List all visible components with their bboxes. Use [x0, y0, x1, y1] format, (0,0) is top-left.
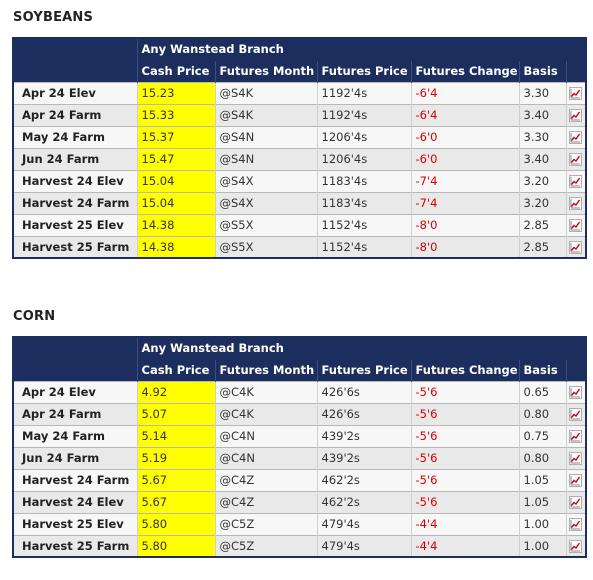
- chart-icon[interactable]: [569, 175, 582, 188]
- chart-icon[interactable]: [569, 153, 582, 166]
- chart-icon[interactable]: [569, 408, 582, 421]
- basis-cell: 0.80: [519, 403, 566, 425]
- futures-price-cell: 439'2s: [317, 447, 411, 469]
- location-cell: Harvest 25 Elev: [13, 214, 137, 236]
- futures-month-cell: @S4N: [215, 126, 317, 148]
- chart-cell: [566, 236, 586, 258]
- chart-cell: [566, 447, 586, 469]
- cash-price-cell: 5.80: [137, 513, 215, 535]
- futures-change-cell: -6'4: [411, 82, 519, 104]
- basis-cell: 3.20: [519, 192, 566, 214]
- location-cell: Apr 24 Farm: [13, 403, 137, 425]
- chart-icon[interactable]: [569, 540, 582, 553]
- chart-icon[interactable]: [569, 430, 582, 443]
- chart-cell: [566, 192, 586, 214]
- chart-cell: [566, 126, 586, 148]
- chart-cell: [566, 469, 586, 491]
- futures-price-cell: 426'6s: [317, 381, 411, 403]
- cash-price-cell: 15.04: [137, 192, 215, 214]
- basis-cell: 0.75: [519, 425, 566, 447]
- table-row: [13, 170, 586, 192]
- futures-price-cell: 1183'4s: [317, 192, 411, 214]
- basis-cell: 2.85: [519, 214, 566, 236]
- branch-header: Any Wanstead Branch: [137, 38, 586, 60]
- chart-icon[interactable]: [569, 496, 582, 509]
- cash-price-cell: 5.80: [137, 535, 215, 557]
- section-title: CORN: [13, 309, 56, 324]
- cash-price-cell: 5.19: [137, 447, 215, 469]
- col-futures-month: Futures Month: [215, 60, 317, 82]
- futures-change-cell: -8'0: [411, 236, 519, 258]
- table-row: [13, 513, 586, 535]
- futures-month-cell: @S5X: [215, 214, 317, 236]
- basis-cell: 0.80: [519, 447, 566, 469]
- futures-month-cell: @S5X: [215, 236, 317, 258]
- cash-price-cell: 4.92: [137, 381, 215, 403]
- chart-icon[interactable]: [569, 386, 582, 399]
- table-row: [13, 535, 586, 557]
- futures-month-cell: @S4N: [215, 148, 317, 170]
- basis-cell: 3.30: [519, 82, 566, 104]
- chart-cell: [566, 381, 586, 403]
- table-row: [13, 236, 586, 258]
- table-row: [13, 192, 586, 214]
- col-basis: Basis: [519, 60, 566, 82]
- futures-month-cell: @C4N: [215, 425, 317, 447]
- basis-cell: 3.40: [519, 104, 566, 126]
- cash-price-cell: 5.67: [137, 491, 215, 513]
- basis-cell: 1.00: [519, 535, 566, 557]
- futures-change-cell: -5'6: [411, 469, 519, 491]
- futures-price-cell: 1206'4s: [317, 148, 411, 170]
- futures-change-cell: -5'6: [411, 447, 519, 469]
- section-title: SOYBEANS: [13, 10, 94, 25]
- table-row: [13, 126, 586, 148]
- futures-change-cell: -5'6: [411, 403, 519, 425]
- table-row: [13, 425, 586, 447]
- location-cell: Apr 24 Elev: [13, 381, 137, 403]
- futures-month-cell: @S4X: [215, 170, 317, 192]
- table-row: [13, 447, 586, 469]
- chart-cell: [566, 170, 586, 192]
- futures-month-cell: @C5Z: [215, 535, 317, 557]
- futures-month-cell: @C5Z: [215, 513, 317, 535]
- chart-cell: [566, 148, 586, 170]
- location-cell: Apr 24 Farm: [13, 104, 137, 126]
- basis-cell: 1.05: [519, 491, 566, 513]
- chart-cell: [566, 403, 586, 425]
- futures-price-cell: 1183'4s: [317, 170, 411, 192]
- location-cell: Harvest 24 Farm: [13, 192, 137, 214]
- futures-change-cell: -6'4: [411, 104, 519, 126]
- futures-price-cell: 439'2s: [317, 425, 411, 447]
- futures-month-cell: @C4Z: [215, 491, 317, 513]
- futures-price-cell: 1192'4s: [317, 82, 411, 104]
- location-cell: Harvest 24 Farm: [13, 469, 137, 491]
- table-row: [13, 381, 586, 403]
- futures-price-cell: 426'6s: [317, 403, 411, 425]
- table-row: [13, 104, 586, 126]
- chart-cell: [566, 491, 586, 513]
- chart-cell: [566, 104, 586, 126]
- col-futures-change: Futures Change: [411, 359, 519, 381]
- cash-price-cell: 15.04: [137, 170, 215, 192]
- header-blank: [13, 337, 137, 359]
- futures-change-cell: -5'6: [411, 381, 519, 403]
- col-chart: [566, 60, 586, 82]
- futures-change-cell: -4'4: [411, 513, 519, 535]
- futures-month-cell: @C4Z: [215, 469, 317, 491]
- futures-price-cell: 462'2s: [317, 491, 411, 513]
- location-cell: May 24 Farm: [13, 425, 137, 447]
- location-cell: May 24 Farm: [13, 126, 137, 148]
- basis-cell: 1.05: [519, 469, 566, 491]
- table-row: [13, 491, 586, 513]
- futures-price-cell: 1152'4s: [317, 236, 411, 258]
- futures-change-cell: -6'0: [411, 148, 519, 170]
- futures-change-cell: -7'4: [411, 170, 519, 192]
- basis-cell: 3.40: [519, 148, 566, 170]
- cash-price-cell: 15.33: [137, 104, 215, 126]
- cash-price-cell: 5.67: [137, 469, 215, 491]
- location-cell: Apr 24 Elev: [13, 82, 137, 104]
- table-row: [13, 82, 586, 104]
- futures-change-cell: -8'0: [411, 214, 519, 236]
- cash-bids-table: [12, 37, 587, 259]
- chart-cell: [566, 425, 586, 447]
- header-blank: [13, 359, 137, 381]
- basis-cell: 3.30: [519, 126, 566, 148]
- cash-price-cell: 15.23: [137, 82, 215, 104]
- col-cash-price: Cash Price: [137, 359, 215, 381]
- location-cell: Jun 24 Farm: [13, 148, 137, 170]
- branch-header: Any Wanstead Branch: [137, 337, 586, 359]
- futures-change-cell: -5'6: [411, 491, 519, 513]
- futures-price-cell: 1152'4s: [317, 214, 411, 236]
- basis-cell: 2.85: [519, 236, 566, 258]
- chart-icon[interactable]: [569, 131, 582, 144]
- col-futures-month: Futures Month: [215, 359, 317, 381]
- basis-cell: 1.00: [519, 513, 566, 535]
- header-blank: [13, 38, 137, 60]
- table-row: [13, 403, 586, 425]
- location-cell: Harvest 24 Elev: [13, 170, 137, 192]
- cash-price-cell: 15.37: [137, 126, 215, 148]
- futures-change-cell: -5'6: [411, 425, 519, 447]
- futures-price-cell: 1206'4s: [317, 126, 411, 148]
- chart-icon[interactable]: [569, 241, 582, 254]
- location-cell: Harvest 24 Elev: [13, 491, 137, 513]
- futures-month-cell: @S4K: [215, 104, 317, 126]
- chart-icon[interactable]: [569, 219, 582, 232]
- futures-month-cell: @S4K: [215, 82, 317, 104]
- col-futures-price: Futures Price: [317, 60, 411, 82]
- header-blank: [13, 60, 137, 82]
- table-row: [13, 214, 586, 236]
- chart-cell: [566, 214, 586, 236]
- col-chart: [566, 359, 586, 381]
- location-cell: Harvest 25 Farm: [13, 236, 137, 258]
- futures-month-cell: @C4N: [215, 447, 317, 469]
- futures-change-cell: -6'0: [411, 126, 519, 148]
- cash-price-cell: 14.38: [137, 236, 215, 258]
- location-cell: Jun 24 Farm: [13, 447, 137, 469]
- chart-icon[interactable]: [569, 87, 582, 100]
- basis-cell: 0.65: [519, 381, 566, 403]
- futures-change-cell: -7'4: [411, 192, 519, 214]
- cash-price-cell: 5.07: [137, 403, 215, 425]
- table-row: [13, 148, 586, 170]
- futures-change-cell: -4'4: [411, 535, 519, 557]
- cash-bids-table: [12, 336, 587, 558]
- cash-price-cell: 5.14: [137, 425, 215, 447]
- location-cell: Harvest 25 Farm: [13, 535, 137, 557]
- col-cash-price: Cash Price: [137, 60, 215, 82]
- location-cell: Harvest 25 Elev: [13, 513, 137, 535]
- futures-price-cell: 1192'4s: [317, 104, 411, 126]
- chart-cell: [566, 513, 586, 535]
- chart-icon[interactable]: [569, 452, 582, 465]
- cash-price-cell: 14.38: [137, 214, 215, 236]
- futures-price-cell: 479'4s: [317, 513, 411, 535]
- futures-month-cell: @S4X: [215, 192, 317, 214]
- chart-cell: [566, 535, 586, 557]
- chart-icon[interactable]: [569, 474, 582, 487]
- chart-cell: [566, 82, 586, 104]
- chart-icon[interactable]: [569, 197, 582, 210]
- col-futures-price: Futures Price: [317, 359, 411, 381]
- futures-month-cell: @C4K: [215, 381, 317, 403]
- col-futures-change: Futures Change: [411, 60, 519, 82]
- chart-icon[interactable]: [569, 518, 582, 531]
- futures-price-cell: 479'4s: [317, 535, 411, 557]
- chart-icon[interactable]: [569, 109, 582, 122]
- futures-price-cell: 462'2s: [317, 469, 411, 491]
- futures-month-cell: @C4K: [215, 403, 317, 425]
- basis-cell: 3.20: [519, 170, 566, 192]
- cash-price-cell: 15.47: [137, 148, 215, 170]
- col-basis: Basis: [519, 359, 566, 381]
- table-row: [13, 469, 586, 491]
